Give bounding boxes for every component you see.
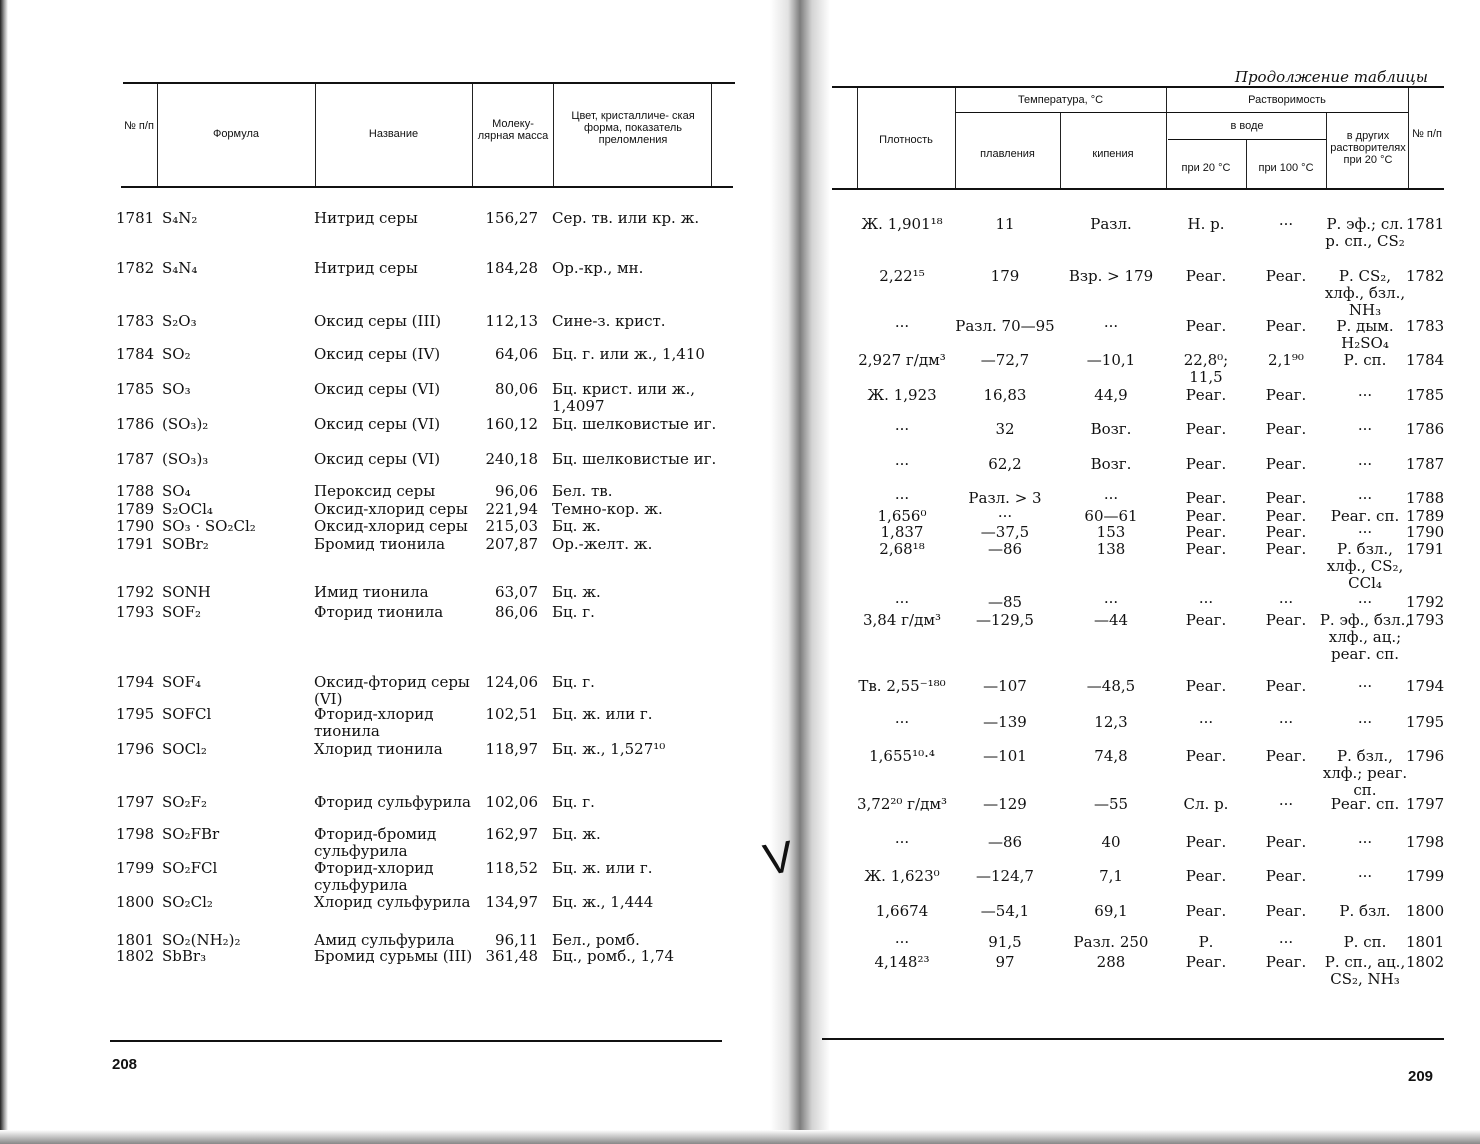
formula-cell: SOF₂ bbox=[162, 603, 201, 621]
scan-bottom-shadow bbox=[0, 1130, 1480, 1144]
mass-cell: 215,03 bbox=[485, 517, 538, 535]
melting-cell: —107 bbox=[983, 677, 1027, 695]
header-mass: Молеку- лярная масса bbox=[477, 118, 549, 142]
water100-cell: Реаг. bbox=[1265, 953, 1307, 971]
formula-cell: SOFCl bbox=[162, 705, 212, 723]
row-number-right: 1785 bbox=[1406, 386, 1445, 404]
mass-cell: 207,87 bbox=[485, 535, 538, 553]
mass-cell: 118,97 bbox=[485, 740, 538, 758]
mass-cell: 160,12 bbox=[485, 415, 538, 433]
density-cell: Ж. 1,901¹⁸ bbox=[861, 215, 943, 233]
formula-cell: SO₂ bbox=[162, 345, 191, 363]
row-number: 1786 bbox=[116, 415, 155, 433]
water20-cell: Реаг. bbox=[1185, 386, 1227, 404]
water100-cell: 2,1⁹⁰ bbox=[1268, 351, 1304, 369]
density-cell: 2,22¹⁵ bbox=[879, 267, 925, 285]
name-cell: Фторид-хлорид сульфурила bbox=[314, 859, 434, 894]
mass-cell: 118,52 bbox=[485, 859, 538, 877]
melting-cell: ··· bbox=[997, 507, 1013, 525]
boiling-cell: Возг. bbox=[1090, 455, 1132, 473]
page-number-right: 209 bbox=[1408, 1068, 1434, 1085]
other-solvents-cell: Р. бзл., хлф.; реаг. сп. bbox=[1322, 747, 1408, 799]
density-cell: ··· bbox=[894, 489, 910, 507]
other-solvents-cell: Р. дым. H₂SO₄ bbox=[1336, 317, 1394, 352]
boiling-cell: 288 bbox=[1096, 953, 1126, 971]
description-cell: Бц. ж., 1,444 bbox=[552, 893, 654, 911]
density-cell: ··· bbox=[894, 593, 910, 611]
boiling-cell: —10,1 bbox=[1086, 351, 1136, 369]
description-cell: Бц. г. или ж., 1,410 bbox=[552, 345, 705, 363]
row-number-right: 1791 bbox=[1406, 540, 1445, 558]
water100-cell: Реаг. bbox=[1265, 507, 1307, 525]
melting-cell: —72,7 bbox=[980, 351, 1030, 369]
density-cell: ··· bbox=[894, 420, 910, 438]
formula-cell: (SO₃)₃ bbox=[162, 450, 209, 468]
header-boiling: кипения bbox=[1092, 148, 1134, 160]
water20-cell: Реаг. bbox=[1185, 455, 1227, 473]
description-cell: Бц. г. bbox=[552, 673, 595, 691]
row-number-right: 1781 bbox=[1406, 215, 1445, 233]
row-number: 1799 bbox=[116, 859, 155, 877]
name-cell: Оксид серы (VI) bbox=[314, 380, 441, 398]
mass-cell: 134,97 bbox=[485, 893, 538, 911]
formula-cell: SO₂F₂ bbox=[162, 793, 208, 811]
water20-cell: Реаг. bbox=[1185, 953, 1227, 971]
row-number-right: 1793 bbox=[1406, 611, 1445, 629]
name-cell: Нитрид серы bbox=[314, 209, 418, 227]
name-cell: Имид тионила bbox=[314, 583, 429, 601]
row-number-right: 1797 bbox=[1406, 795, 1445, 813]
water100-cell: ··· bbox=[1278, 933, 1294, 951]
boiling-cell: 44,9 bbox=[1094, 386, 1128, 404]
water100-cell: ··· bbox=[1278, 713, 1294, 731]
row-number: 1790 bbox=[116, 517, 155, 535]
header-density: Плотность bbox=[879, 134, 933, 146]
description-cell: Бц. крист. или ж., 1,4097 bbox=[552, 380, 696, 415]
right-page bbox=[759, 0, 1480, 1144]
row-number-right: 1787 bbox=[1406, 455, 1445, 473]
water20-cell: Реаг. bbox=[1185, 611, 1227, 629]
row-number: 1783 bbox=[116, 312, 155, 330]
water100-cell: Реаг. bbox=[1265, 611, 1307, 629]
other-solvents-cell: ··· bbox=[1357, 455, 1373, 473]
name-cell: Хлорид тионила bbox=[314, 740, 443, 758]
water20-cell: Реаг. bbox=[1185, 267, 1227, 285]
water100-cell: Реаг. bbox=[1265, 540, 1307, 558]
formula-cell: SO₂FCl bbox=[162, 859, 218, 877]
melting-cell: 91,5 bbox=[988, 933, 1022, 951]
density-cell: Ж. 1,923 bbox=[867, 386, 937, 404]
row-number-right: 1801 bbox=[1406, 933, 1445, 951]
name-cell: Оксид серы (IV) bbox=[314, 345, 441, 363]
boiling-cell: 60—61 bbox=[1084, 507, 1138, 525]
table-bottom-rule-right bbox=[822, 1038, 1444, 1040]
row-number-right: 1792 bbox=[1406, 593, 1445, 611]
header-solubility: Растворимость bbox=[1248, 94, 1326, 106]
formula-cell: SO₂(NH₂)₂ bbox=[162, 931, 241, 949]
boiling-cell: ··· bbox=[1103, 489, 1119, 507]
description-cell: Бц. ж. bbox=[552, 825, 601, 843]
boiling-cell: 12,3 bbox=[1094, 713, 1128, 731]
mass-cell: 124,06 bbox=[485, 673, 538, 691]
other-solvents-cell: Р. сп. bbox=[1343, 351, 1387, 369]
description-cell: Бц. ж. bbox=[552, 583, 601, 601]
description-cell: Бел. тв. bbox=[552, 482, 613, 500]
row-number: 1794 bbox=[116, 673, 155, 691]
description-cell: Бел., ромб. bbox=[552, 931, 640, 949]
header-melting: плавления bbox=[980, 148, 1035, 160]
description-cell: Бц. ж., 1,527¹⁰ bbox=[552, 740, 666, 758]
water20-cell: Реаг. bbox=[1185, 523, 1227, 541]
row-number: 1787 bbox=[116, 450, 155, 468]
name-cell: Фторид сульфурила bbox=[314, 793, 471, 811]
melting-cell: 179 bbox=[990, 267, 1020, 285]
melting-cell: 11 bbox=[995, 215, 1015, 233]
mass-cell: 361,48 bbox=[485, 947, 538, 965]
name-cell: Амид сульфурила bbox=[314, 931, 455, 949]
water100-cell: Реаг. bbox=[1265, 420, 1307, 438]
melting-cell: 97 bbox=[995, 953, 1015, 971]
row-number: 1793 bbox=[116, 603, 155, 621]
page-number-left: 208 bbox=[112, 1056, 138, 1073]
name-cell: Оксид серы (III) bbox=[314, 312, 442, 330]
formula-cell: S₄N₄ bbox=[162, 259, 198, 277]
formula-cell: SONH bbox=[162, 583, 211, 601]
melting-cell: Разл. > 3 bbox=[968, 489, 1042, 507]
header-name: Название bbox=[368, 128, 419, 140]
formula-cell: S₂OCl₄ bbox=[162, 500, 213, 518]
density-cell: 2,68¹⁸ bbox=[879, 540, 925, 558]
melting-cell: —85 bbox=[987, 593, 1023, 611]
density-cell: ··· bbox=[894, 713, 910, 731]
water20-cell: Реаг. bbox=[1185, 677, 1227, 695]
name-cell: Бромид тионила bbox=[314, 535, 446, 553]
boiling-cell: —55 bbox=[1093, 795, 1129, 813]
boiling-cell: 40 bbox=[1101, 833, 1121, 851]
row-number: 1789 bbox=[116, 500, 155, 518]
boiling-cell: 153 bbox=[1096, 523, 1126, 541]
header-bottom-rule-right bbox=[832, 188, 1444, 190]
row-number: 1788 bbox=[116, 482, 155, 500]
density-cell: 4,148²³ bbox=[874, 953, 930, 971]
water20-cell: 22,8⁰; 11,5 bbox=[1183, 351, 1229, 386]
row-number-right: 1795 bbox=[1406, 713, 1445, 731]
water100-cell: Реаг. bbox=[1265, 833, 1307, 851]
water20-cell: Реаг. bbox=[1185, 902, 1227, 920]
header-color: Цвет, кристалличе- ская форма, показатель преломления bbox=[571, 110, 695, 146]
other-solvents-cell: Реаг. сп. bbox=[1330, 795, 1400, 813]
boiling-cell: 74,8 bbox=[1094, 747, 1128, 765]
header-formula: Формула bbox=[212, 128, 260, 140]
mass-cell: 96,11 bbox=[495, 931, 538, 949]
water20-cell: Р. bbox=[1198, 933, 1214, 951]
density-cell: 1,656⁰ bbox=[877, 507, 927, 525]
row-number-right: 1794 bbox=[1406, 677, 1445, 695]
description-cell: Бц. шелковистые иг. bbox=[552, 415, 717, 433]
row-number: 1796 bbox=[116, 740, 155, 758]
water100-cell: Реаг. bbox=[1265, 677, 1307, 695]
formula-cell: S₂O₃ bbox=[162, 312, 197, 330]
boiling-cell: ··· bbox=[1103, 317, 1119, 335]
other-solvents-cell: ··· bbox=[1357, 677, 1373, 695]
formula-cell: SOCl₂ bbox=[162, 740, 207, 758]
melting-cell: 32 bbox=[995, 420, 1015, 438]
continuation-title: Продолжение таблицы bbox=[1234, 68, 1428, 86]
water20-cell: Реаг. bbox=[1185, 317, 1227, 335]
name-cell: Фторид тионила bbox=[314, 603, 444, 621]
header-other-solvents: в других растворителях при 20 °С bbox=[1330, 130, 1406, 166]
boiling-cell: 138 bbox=[1096, 540, 1126, 558]
other-solvents-cell: ··· bbox=[1357, 833, 1373, 851]
melting-cell: —129 bbox=[983, 795, 1027, 813]
row-number: 1798 bbox=[116, 825, 155, 843]
other-solvents-cell: Р. эф.; сл. р. сп., CS₂ bbox=[1325, 215, 1405, 250]
header-at100: при 100 °С bbox=[1258, 162, 1314, 174]
water100-cell: Реаг. bbox=[1265, 455, 1307, 473]
other-solvents-cell: ··· bbox=[1357, 420, 1373, 438]
water20-cell: ··· bbox=[1198, 593, 1214, 611]
density-cell: ··· bbox=[894, 455, 910, 473]
formula-cell: (SO₃)₂ bbox=[162, 415, 209, 433]
table-top-rule bbox=[123, 82, 735, 84]
water20-cell: ··· bbox=[1198, 713, 1214, 731]
other-solvents-cell: Р. сп. bbox=[1343, 933, 1387, 951]
melting-cell: —129,5 bbox=[976, 611, 1034, 629]
boiling-cell: Разл. bbox=[1090, 215, 1132, 233]
melting-cell: —101 bbox=[983, 747, 1027, 765]
mass-cell: 80,06 bbox=[495, 380, 538, 398]
water20-cell: Реаг. bbox=[1185, 747, 1227, 765]
mass-cell: 96,06 bbox=[495, 482, 538, 500]
name-cell: Фторид-хлорид тионила bbox=[314, 705, 434, 740]
header-temperature: Температура, °С bbox=[1017, 94, 1104, 106]
water100-cell: Реаг. bbox=[1265, 386, 1307, 404]
row-number: 1784 bbox=[116, 345, 155, 363]
melting-cell: —86 bbox=[987, 540, 1023, 558]
row-number: 1782 bbox=[116, 259, 155, 277]
boiling-cell: Возг. bbox=[1090, 420, 1132, 438]
water20-cell: Реаг. bbox=[1185, 420, 1227, 438]
melting-cell: 16,83 bbox=[983, 386, 1027, 404]
description-cell: Бц. ж. или г. bbox=[552, 859, 653, 877]
name-cell: Хлорид сульфурила bbox=[314, 893, 471, 911]
header-no: № п/п bbox=[124, 120, 154, 132]
description-cell: Бц. г. bbox=[552, 603, 595, 621]
mass-cell: 64,06 bbox=[495, 345, 538, 363]
name-cell: Пероксид серы bbox=[314, 482, 436, 500]
formula-cell: SO₃ bbox=[162, 380, 191, 398]
water20-cell: Реаг. bbox=[1185, 507, 1227, 525]
row-number: 1781 bbox=[116, 209, 155, 227]
density-cell: 1,6674 bbox=[875, 902, 929, 920]
description-cell: Ор.-желт. ж. bbox=[552, 535, 653, 553]
description-cell: Сине-з. крист. bbox=[552, 312, 666, 330]
mass-cell: 162,97 bbox=[485, 825, 538, 843]
description-cell: Бц. шелковистые иг. bbox=[552, 450, 717, 468]
water100-cell: Реаг. bbox=[1265, 489, 1307, 507]
name-cell: Оксид-хлорид серы bbox=[314, 517, 468, 535]
melting-cell: —124,7 bbox=[976, 867, 1034, 885]
row-number: 1797 bbox=[116, 793, 155, 811]
other-solvents-cell: ··· bbox=[1357, 489, 1373, 507]
row-number: 1791 bbox=[116, 535, 155, 553]
row-number-right: 1799 bbox=[1406, 867, 1445, 885]
other-solvents-cell: ··· bbox=[1357, 867, 1373, 885]
formula-cell: SOF₄ bbox=[162, 673, 201, 691]
melting-cell: 62,2 bbox=[988, 455, 1022, 473]
other-solvents-cell: Р. CS₂, хлф., бзл., NH₃ bbox=[1324, 267, 1406, 319]
density-cell: ··· bbox=[894, 933, 910, 951]
mass-cell: 86,06 bbox=[495, 603, 538, 621]
boiling-cell: 69,1 bbox=[1094, 902, 1128, 920]
formula-cell: SO₄ bbox=[162, 482, 191, 500]
mass-cell: 102,06 bbox=[485, 793, 538, 811]
boiling-cell: Взр. > 179 bbox=[1068, 267, 1154, 285]
melting-cell: —54,1 bbox=[980, 902, 1030, 920]
water100-cell: Реаг. bbox=[1265, 902, 1307, 920]
table-bottom-rule bbox=[110, 1040, 722, 1042]
row-number-right: 1798 bbox=[1406, 833, 1445, 851]
density-cell: 1,837 bbox=[880, 523, 924, 541]
name-cell: Фторид-бромид сульфурила bbox=[314, 825, 437, 860]
water20-cell: Н. р. bbox=[1187, 215, 1225, 233]
boiling-cell: —48,5 bbox=[1086, 677, 1136, 695]
header-no-right: № п/п bbox=[1412, 128, 1442, 140]
description-cell: Бц. ж. bbox=[552, 517, 601, 535]
description-cell: Бц., ромб., 1,74 bbox=[552, 947, 675, 965]
formula-cell: SOBr₂ bbox=[162, 535, 209, 553]
header-bottom-rule bbox=[121, 186, 733, 188]
row-number-right: 1796 bbox=[1406, 747, 1445, 765]
name-cell: Нитрид серы bbox=[314, 259, 418, 277]
water100-cell: Реаг. bbox=[1265, 867, 1307, 885]
formula-cell: SO₂FBr bbox=[162, 825, 220, 843]
row-number-right: 1800 bbox=[1406, 902, 1445, 920]
header-in-water: в воде bbox=[1230, 120, 1264, 132]
water100-cell: ··· bbox=[1278, 795, 1294, 813]
row-number-right: 1788 bbox=[1406, 489, 1445, 507]
water20-cell: Сл. р. bbox=[1183, 795, 1229, 813]
formula-cell: SO₃ · SO₂Cl₂ bbox=[162, 517, 256, 535]
row-number: 1792 bbox=[116, 583, 155, 601]
melting-cell: —86 bbox=[987, 833, 1023, 851]
row-number: 1800 bbox=[116, 893, 155, 911]
density-cell: 1,655¹⁰·⁴ bbox=[869, 747, 935, 765]
boiling-cell: Разл. 250 bbox=[1073, 933, 1149, 951]
mass-cell: 112,13 bbox=[485, 312, 538, 330]
density-cell: ··· bbox=[894, 317, 910, 335]
water100-cell: Реаг. bbox=[1265, 267, 1307, 285]
other-solvents-cell: Р. сп., ац., CS₂, NH₃ bbox=[1324, 953, 1406, 988]
table-top-rule-right bbox=[832, 86, 1444, 88]
mass-cell: 240,18 bbox=[485, 450, 538, 468]
name-cell: Оксид серы (VI) bbox=[314, 450, 441, 468]
description-cell: Темно-кор. ж. bbox=[552, 500, 663, 518]
name-cell: Бромид сурьмы (III) bbox=[314, 947, 473, 965]
mass-cell: 221,94 bbox=[485, 500, 538, 518]
other-solvents-cell: Р. бзл. bbox=[1339, 902, 1391, 920]
mass-cell: 102,51 bbox=[485, 705, 538, 723]
row-number: 1785 bbox=[116, 380, 155, 398]
other-solvents-cell: ··· bbox=[1357, 523, 1373, 541]
water100-cell: Реаг. bbox=[1265, 523, 1307, 541]
row-number-right: 1782 bbox=[1406, 267, 1445, 285]
formula-cell: S₄N₂ bbox=[162, 209, 198, 227]
water20-cell: Реаг. bbox=[1185, 489, 1227, 507]
other-solvents-cell: ··· bbox=[1357, 386, 1373, 404]
density-cell: Ж. 1,623⁰ bbox=[864, 867, 940, 885]
water100-cell: ··· bbox=[1278, 215, 1294, 233]
row-number-right: 1786 bbox=[1406, 420, 1445, 438]
description-cell: Сер. тв. или кр. ж. bbox=[552, 209, 700, 227]
water20-cell: Реаг. bbox=[1185, 867, 1227, 885]
other-solvents-cell: ··· bbox=[1357, 593, 1373, 611]
water100-cell: Реаг. bbox=[1265, 747, 1307, 765]
name-cell: Оксид-фторид серы (VI) bbox=[314, 673, 470, 708]
row-number-right: 1789 bbox=[1406, 507, 1445, 525]
header-at20: при 20 °С bbox=[1181, 162, 1231, 174]
mass-cell: 184,28 bbox=[485, 259, 538, 277]
row-number-right: 1790 bbox=[1406, 523, 1445, 541]
melting-cell: —37,5 bbox=[980, 523, 1030, 541]
handwritten-mark: V bbox=[759, 831, 798, 886]
row-number: 1802 bbox=[116, 947, 155, 965]
water20-cell: Реаг. bbox=[1185, 833, 1227, 851]
row-number-right: 1784 bbox=[1406, 351, 1445, 369]
water100-cell: Реаг. bbox=[1265, 317, 1307, 335]
formula-cell: SbBr₃ bbox=[162, 947, 207, 965]
description-cell: Ор.-кр., мн. bbox=[552, 259, 644, 277]
density-cell: Тв. 2,55⁻¹⁸⁰ bbox=[858, 677, 946, 695]
other-solvents-cell: Р. эф., бзл., хлф., ац.; реаг. сп. bbox=[1319, 611, 1411, 663]
mass-cell: 63,07 bbox=[495, 583, 538, 601]
density-cell: 3,72²⁰ г/дм³ bbox=[856, 795, 948, 813]
boiling-cell: 7,1 bbox=[1099, 867, 1123, 885]
row-number: 1795 bbox=[116, 705, 155, 723]
boiling-cell: ··· bbox=[1103, 593, 1119, 611]
row-number-right: 1783 bbox=[1406, 317, 1445, 335]
formula-cell: SO₂Cl₂ bbox=[162, 893, 213, 911]
other-solvents-cell: ··· bbox=[1357, 713, 1373, 731]
melting-cell: Разл. 70—95 bbox=[955, 317, 1055, 335]
water100-cell: ··· bbox=[1278, 593, 1294, 611]
name-cell: Оксид серы (VI) bbox=[314, 415, 441, 433]
row-number: 1801 bbox=[116, 931, 155, 949]
name-cell: Оксид-хлорид серы bbox=[314, 500, 468, 518]
description-cell: Бц. г. bbox=[552, 793, 595, 811]
other-solvents-cell: Р. бзл., хлф., CS₂, CCl₄ bbox=[1326, 540, 1404, 592]
row-number-right: 1802 bbox=[1406, 953, 1445, 971]
boiling-cell: —44 bbox=[1093, 611, 1129, 629]
density-cell: ··· bbox=[894, 833, 910, 851]
other-solvents-cell: Реаг. сп. bbox=[1330, 507, 1400, 525]
mass-cell: 156,27 bbox=[485, 209, 538, 227]
melting-cell: —139 bbox=[983, 713, 1027, 731]
density-cell: 3,84 г/дм³ bbox=[863, 611, 941, 629]
density-cell: 2,927 г/дм³ bbox=[858, 351, 946, 369]
water20-cell: Реаг. bbox=[1185, 540, 1227, 558]
description-cell: Бц. ж. или г. bbox=[552, 705, 653, 723]
